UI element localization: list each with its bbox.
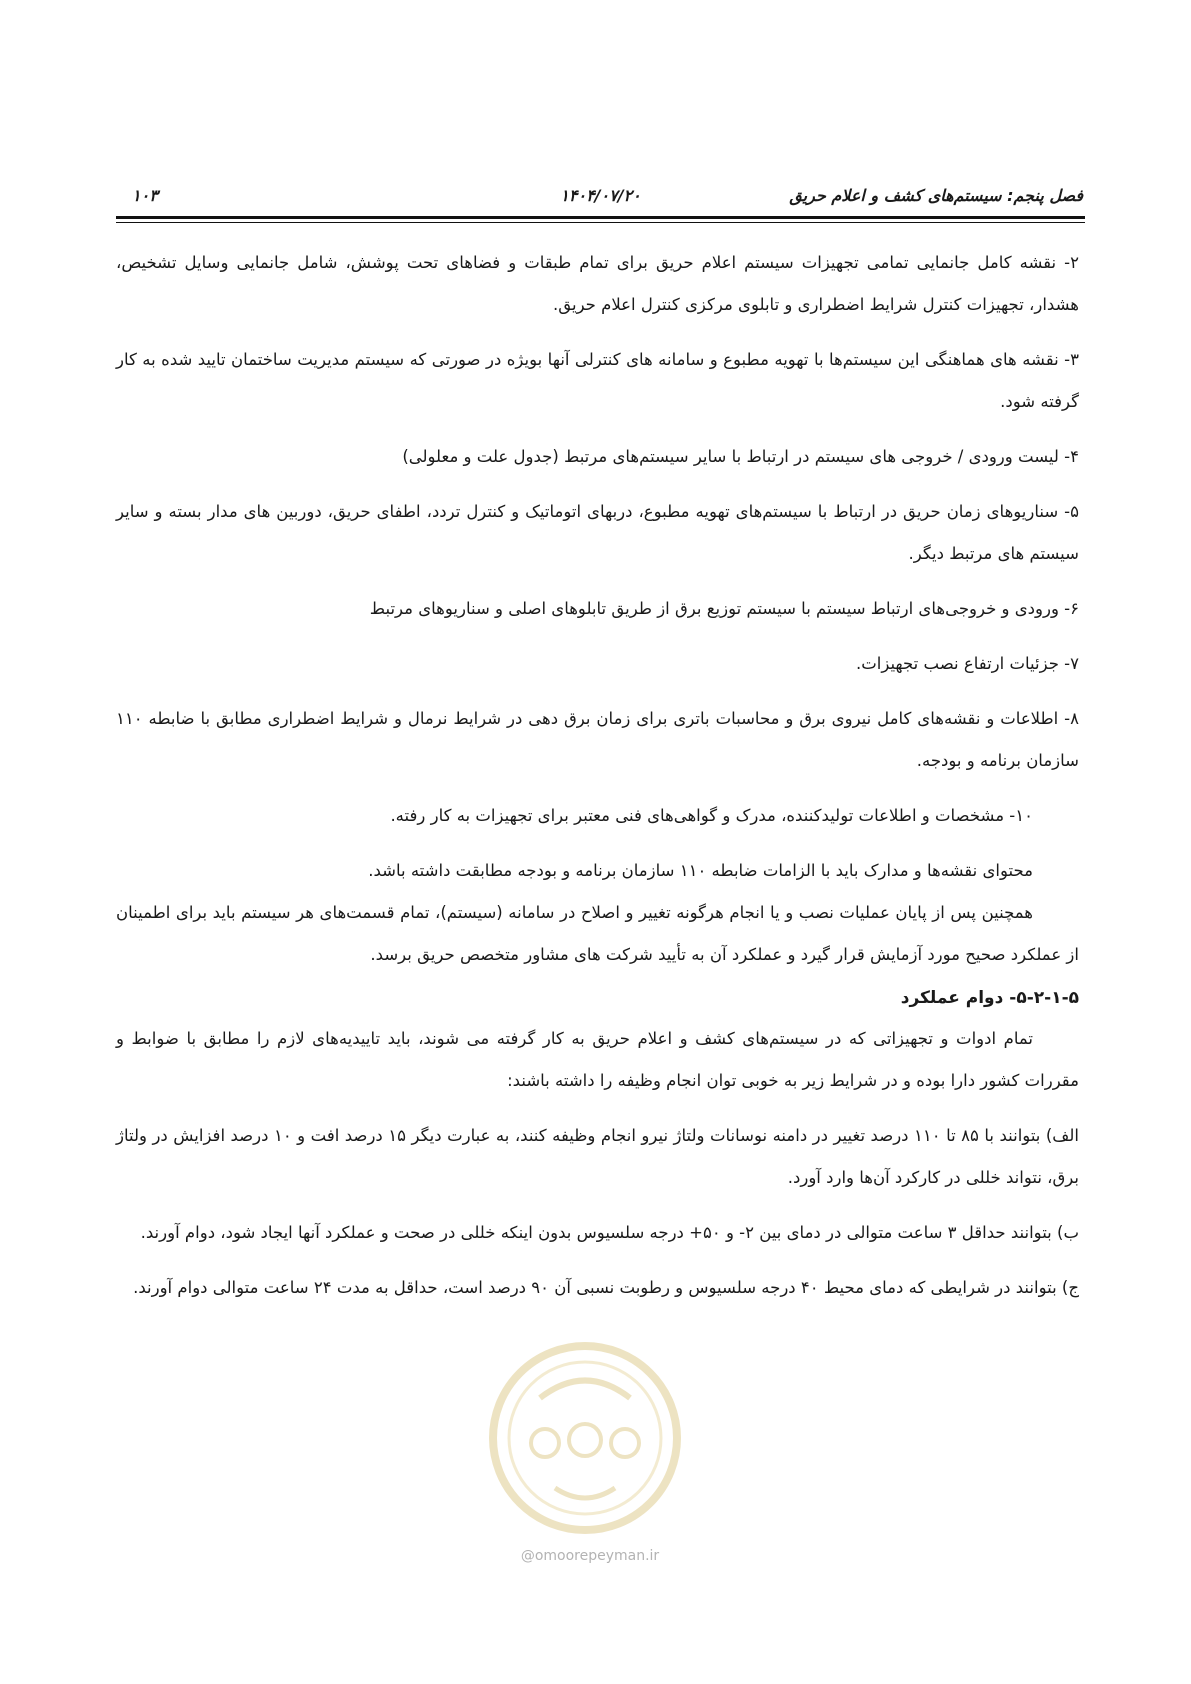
section-heading: ۵-۲-۱-۵- دوام عملکرد [900,988,1079,1008]
watermark-logo [485,1328,685,1553]
paragraph-item-10: ۱۰- مشخصات و اطلاعات تولیدکننده، مدرک و گواهی‌های فنی معتبر برای تجهیزات به کار رفته. [390,806,1033,825]
paragraph-item-3: ۳- نقشه های هماهنگی این سیستم‌ها با تهویه مطبوع و سامانه های کنترلی آنها بویژه در صورتی که سیستم مدیریت ساختمان تایید شده به کار گرفته شود. [116,350,1079,411]
page-number: ۱۰۳ [132,186,158,205]
paragraph-item-5: ۵- سناریوهای زمان حریق در ارتباط با سیستم‌های تهویه مطبوع، دربهای اتوماتیک و کنترل تردد، اطفای حریق، دوربین های مدار بسته و سایر سیستم های مرتبط دیگر. [116,502,1079,563]
watermark-text: @omoorepeyman.ir [520,1548,660,1564]
document-body [116,242,1079,1322]
header-rule-thin [116,222,1085,223]
header-date: ۱۴۰۴/۰۷/۲۰ [560,186,641,205]
paragraph-item-7: ۷- جزئیات ارتفاع نصب تجهیزات. [855,654,1079,673]
paragraph-item-2: ۲- نقشه کامل جانمایی تمامی تجهیزات سیستم اعلام حریق برای تمام طبقات و فضاهای تحت پوشش، شامل جانمایی وسایل تشخیص، هشدار، تجهیزات کنترل شرایط اضطراری و تابلوی مرکزی کنترل اعلام حریق. [116,253,1079,314]
paragraph-item-8: ۸- اطلاعات و نقشه‌های کامل نیروی برق و محاسبات باتری برای زمان برق دهی در شرایط نرمال و شرایط اضطراری مطابق با ضابطه ۱۱۰ سازمان برنامه و بودجه. [116,709,1079,770]
paragraph-condition-c: ج) بتوانند در شرایطی که دمای محیط ۴۰ درجه سلسیوس و رطوبت نسبی آن ۹۰ درصد است، حداقل به مدت ۲۴ ساعت متوالی دوام آورند. [133,1278,1079,1297]
paragraph-content-requirement: محتوای نقشه‌ها و مدارک باید با الزامات ضابطه ۱۱۰ سازمان برنامه و بودجه مطابقت داشته باشد. [368,861,1033,880]
paragraph-item-6: ۶- ورودی و خروجی‌های ارتباط سیستم با سیستم توزیع برق از طریق تابلوهای اصلی و سناریوهای مرتبط [369,599,1079,618]
paragraph-condition-b: ب) بتوانند حداقل ۳ ساعت متوالی در دمای بین ۲- و ۵۰+ درجه سلسیوس بدون اینکه خللی در صحت و عملکرد آنها ایجاد شود، دوام آورند. [140,1223,1079,1242]
page-header [118,186,1083,214]
paragraph-condition-a: الف) بتوانند با ۸۵ تا ۱۱۰ درصد تغییر در دامنه نوسانات ولتاژ نیرو انجام وظیفه کنند، به عبارت دیگر ۱۵ درصد افت و ۱۰ درصد افزایش در ولتاژ برق، نتواند خللی در کارکرد آن‌ها وارد آورد. [116,1126,1079,1187]
header-rule-thick [116,216,1085,219]
paragraph-item-4: ۴- لیست ورودی / خروجی های سیستم در ارتباط با سایر سیستم‌های مرتبط (جدول علت و معلولی) [402,447,1079,466]
paragraph-testing: همچنین پس از پایان عملیات نصب و یا انجام هرگونه تغییر و اصلاح در سامانه (سیستم)، تمام قسمت‌های هر سیستم باید برای اطمینان از عملکرد صحیح مورد آزمایش قرار گیرد و عملکرد آن به تأیید شرکت های مشاور متخصص حریق برسد. [116,903,1079,964]
chapter-title: فصل پنجم: سیستم‌های کشف و اعلام حریق [789,186,1083,205]
paragraph-equipment-intro: تمام ادوات و تجهیزاتی که در سیستم‌های کشف و اعلام حریق به کار گرفته می شوند، باید تاییدیه‌های لازم را مطابق با ضوابط و مقررات کشور دارا بوده و در شرایط زیر به خوبی توان انجام وظیفه را داشته باشند: [116,1029,1079,1090]
